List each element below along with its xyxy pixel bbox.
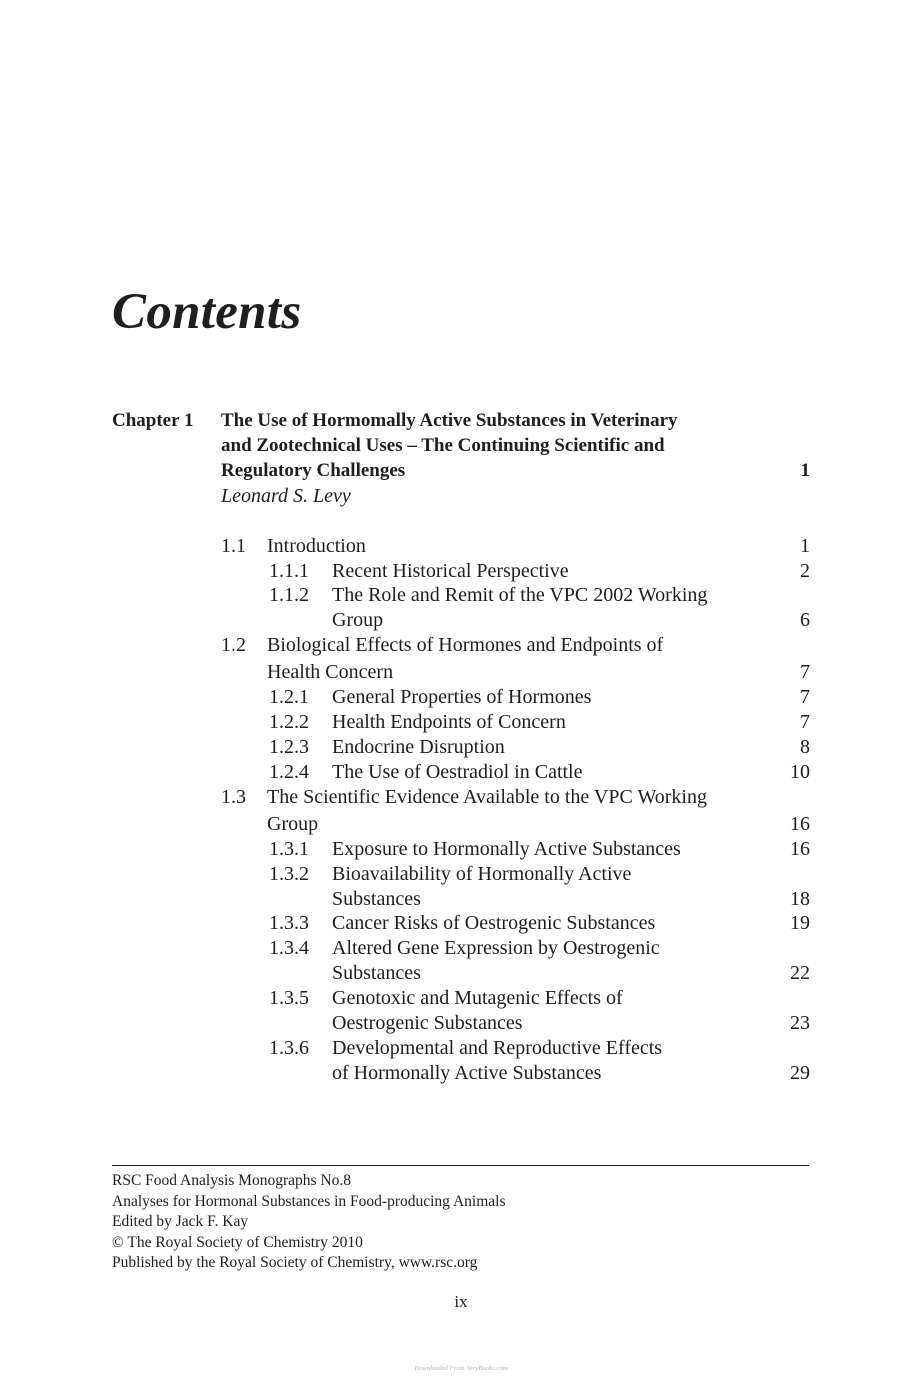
section-title: Introduction xyxy=(267,535,366,557)
subsection-title: Health Endpoints of Concern xyxy=(332,711,566,733)
section-number: 1.2 xyxy=(221,634,246,656)
chapter-page-number: 1 xyxy=(800,460,810,481)
subsection-title: The Role and Remit of the VPC 2002 Working xyxy=(332,584,708,606)
subsection-title: Exposure to Hormonally Active Substances xyxy=(332,838,681,860)
section-page: 1 xyxy=(800,535,810,557)
subsection-title: Genotoxic and Mutagenic Effects of xyxy=(332,987,623,1009)
footer-copyright: © The Royal Society of Chemistry 2010 xyxy=(112,1233,363,1251)
chapter-label: Chapter 1 xyxy=(112,410,194,431)
subsection-number: 1.3.1 xyxy=(269,838,309,860)
subsection-number: 1.3.5 xyxy=(269,987,309,1009)
subsection-page: 23 xyxy=(790,1012,810,1034)
subsection-number: 1.1.2 xyxy=(269,584,309,606)
download-watermark: Downloaded From VeryBooks.com xyxy=(414,1365,508,1372)
subsection-number: 1.2.2 xyxy=(269,711,309,733)
subsection-page: 10 xyxy=(790,761,810,783)
footer-book-title: Analyses for Hormonal Substances in Food-producing Animals xyxy=(112,1192,506,1210)
subsection-page: 22 xyxy=(790,962,810,984)
subsection-title: Cancer Risks of Oestrogenic Substances xyxy=(332,912,656,934)
footer-series: RSC Food Analysis Monographs No.8 xyxy=(112,1172,351,1189)
section-number: 1.1 xyxy=(221,535,246,557)
subsection-page: 7 xyxy=(800,711,810,733)
subsection-title: General Properties of Hormones xyxy=(332,686,592,708)
subsection-title-continued: Oestrogenic Substances xyxy=(332,1012,523,1034)
footer xyxy=(112,1171,505,1274)
section-page: 16 xyxy=(790,813,810,835)
chapter-title-line: and Zootechnical Uses – The Continuing Scientific and xyxy=(221,435,665,456)
subsection-title: Endocrine Disruption xyxy=(332,736,505,758)
section-number: 1.3 xyxy=(221,786,246,808)
subsection-title: Altered Gene Expression by Oestrogenic xyxy=(332,937,660,959)
subsection-page: 7 xyxy=(800,686,810,708)
subsection-page: 16 xyxy=(790,838,810,860)
subsection-number: 1.2.1 xyxy=(269,686,309,708)
subsection-number: 1.3.6 xyxy=(269,1037,309,1059)
subsection-page: 18 xyxy=(790,888,810,910)
chapter-title-line: The Use of Hormomally Active Substances in Veterinary xyxy=(221,410,678,431)
section-title: The Scientific Evidence Available to the VPC Working xyxy=(267,786,707,808)
page-number: ix xyxy=(454,1292,468,1311)
subsection-page: 2 xyxy=(800,560,810,582)
subsection-title: Bioavailability of Hormonally Active xyxy=(332,863,632,885)
subsection-title: Developmental and Reproductive Effects xyxy=(332,1037,663,1059)
footer-editor: Edited by Jack F. Kay xyxy=(112,1213,249,1230)
section-title-continued: Health Concern xyxy=(267,661,394,683)
section-title-continued: Group xyxy=(267,813,319,835)
subsection-title-continued: of Hormonally Active Substances xyxy=(332,1062,602,1084)
subsection-number: 1.2.4 xyxy=(269,761,309,783)
footer-publisher: Published by the Royal Society of Chemistry, www.rsc.org xyxy=(112,1254,478,1271)
subsection-title: Recent Historical Perspective xyxy=(332,560,569,582)
chapter-author: Leonard S. Levy xyxy=(221,485,351,507)
subsection-number: 1.2.3 xyxy=(269,736,309,758)
subsection-page: 6 xyxy=(800,609,810,631)
subsection-page: 29 xyxy=(790,1062,810,1084)
subsection-number: 1.3.2 xyxy=(269,863,309,885)
subsection-title-continued: Group xyxy=(332,609,384,631)
page-title: Contents xyxy=(112,284,302,340)
chapter-title-line: Regulatory Challenges xyxy=(221,460,406,481)
subsection-page: 8 xyxy=(800,736,810,758)
subsection-title: The Use of Oestradiol in Cattle xyxy=(332,761,583,783)
chapter-title xyxy=(221,408,741,483)
subsection-title-continued: Substances xyxy=(332,888,421,910)
footer-divider xyxy=(112,1165,809,1166)
subsection-number: 1.1.1 xyxy=(269,560,309,582)
subsection-number: 1.3.4 xyxy=(269,937,309,959)
subsection-page: 19 xyxy=(790,912,810,934)
subsection-title-continued: Substances xyxy=(332,962,421,984)
section-page: 7 xyxy=(800,661,810,683)
subsection-number: 1.3.3 xyxy=(269,912,309,934)
section-title: Biological Effects of Hormones and Endpoints of xyxy=(267,634,664,656)
